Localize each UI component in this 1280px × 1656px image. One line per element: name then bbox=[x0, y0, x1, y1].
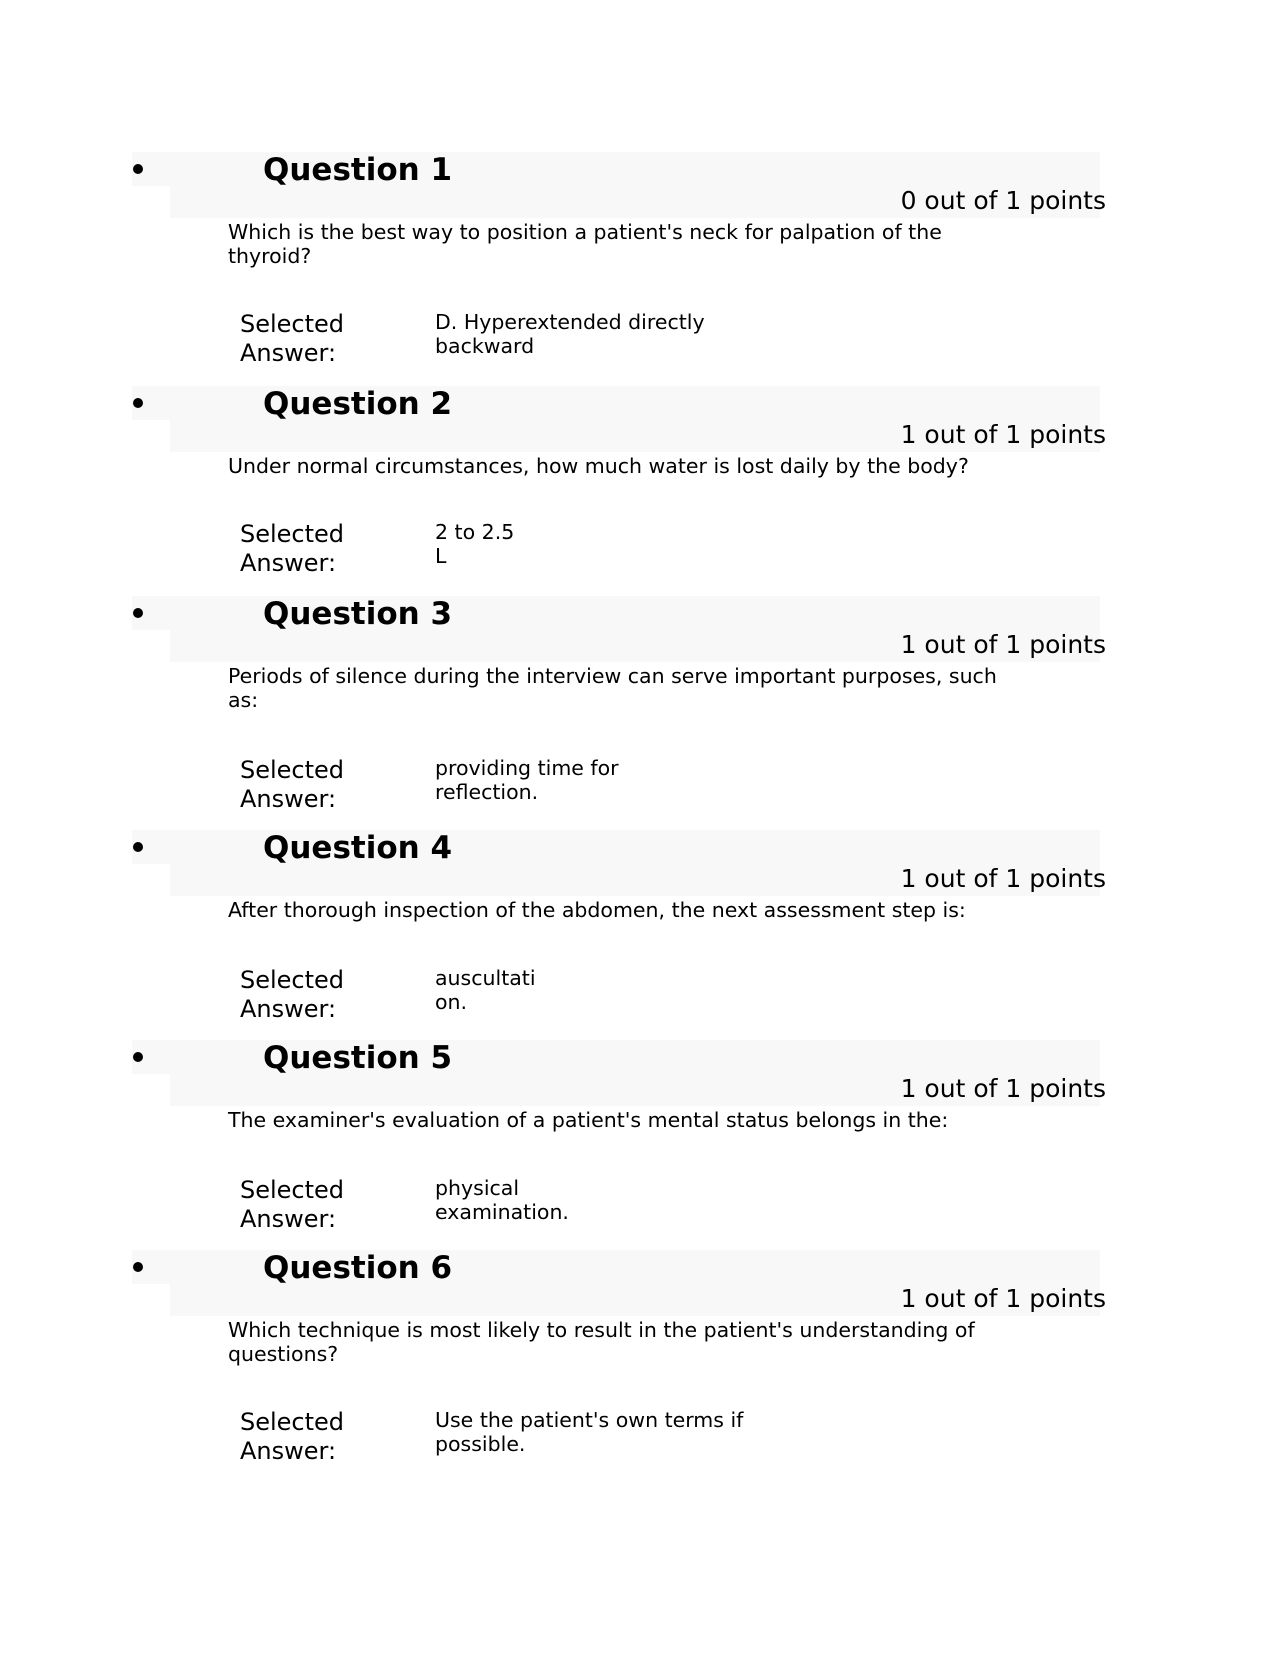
question-1 bbox=[0, 152, 1280, 372]
selected-answer-value: providing time for reflection. bbox=[435, 756, 619, 804]
question-title: Question 1 bbox=[263, 152, 453, 188]
question-points: 1 out of 1 points bbox=[900, 630, 1106, 659]
question-6 bbox=[0, 1250, 1280, 1470]
question-text: After thorough inspection of the abdomen, the next assessment step is: bbox=[228, 898, 966, 922]
selected-answer-label: Selected Answer: bbox=[240, 756, 345, 813]
selected-answer-label: Selected Answer: bbox=[240, 966, 345, 1023]
selected-answer-label: Selected Answer: bbox=[240, 310, 345, 367]
question-title: Question 5 bbox=[263, 1040, 453, 1076]
question-title: Question 2 bbox=[263, 386, 453, 422]
question-text: Under normal circumstances, how much water is lost daily by the body? bbox=[228, 454, 969, 478]
selected-answer-value: D. Hyperextended directly backward bbox=[435, 310, 705, 358]
question-text: Periods of silence during the interview can serve important purposes, such as: bbox=[228, 664, 997, 712]
question-points: 1 out of 1 points bbox=[900, 1284, 1106, 1313]
bullet-icon bbox=[133, 608, 143, 618]
question-title: Question 3 bbox=[263, 596, 453, 632]
question-points: 1 out of 1 points bbox=[900, 1074, 1106, 1103]
selected-answer-value: 2 to 2.5 L bbox=[435, 520, 515, 568]
bullet-icon bbox=[133, 1052, 143, 1062]
question-points: 1 out of 1 points bbox=[900, 420, 1106, 449]
selected-answer-value: auscultation. bbox=[435, 966, 536, 1014]
question-4 bbox=[0, 830, 1280, 1050]
selected-answer-value: physical examination. bbox=[435, 1176, 569, 1224]
question-3 bbox=[0, 596, 1280, 816]
selected-answer-value: Use the patient's own terms if possible. bbox=[435, 1408, 744, 1456]
question-title: Question 6 bbox=[263, 1250, 453, 1286]
bullet-icon bbox=[133, 398, 143, 408]
question-5 bbox=[0, 1040, 1280, 1260]
bullet-icon bbox=[133, 842, 143, 852]
selected-answer-label: Selected Answer: bbox=[240, 520, 345, 577]
question-text: Which technique is most likely to result in the patient's understanding of questions? bbox=[228, 1318, 975, 1366]
bullet-icon bbox=[133, 164, 143, 174]
question-2 bbox=[0, 386, 1280, 606]
question-text: Which is the best way to position a patient's neck for palpation of the thyroid? bbox=[228, 220, 942, 268]
question-points: 1 out of 1 points bbox=[900, 864, 1106, 893]
question-points: 0 out of 1 points bbox=[900, 186, 1106, 215]
selected-answer-label: Selected Answer: bbox=[240, 1408, 345, 1465]
question-title: Question 4 bbox=[263, 830, 453, 866]
question-text: The examiner's evaluation of a patient's mental status belongs in the: bbox=[228, 1108, 949, 1132]
bullet-icon bbox=[133, 1262, 143, 1272]
selected-answer-label: Selected Answer: bbox=[240, 1176, 345, 1233]
